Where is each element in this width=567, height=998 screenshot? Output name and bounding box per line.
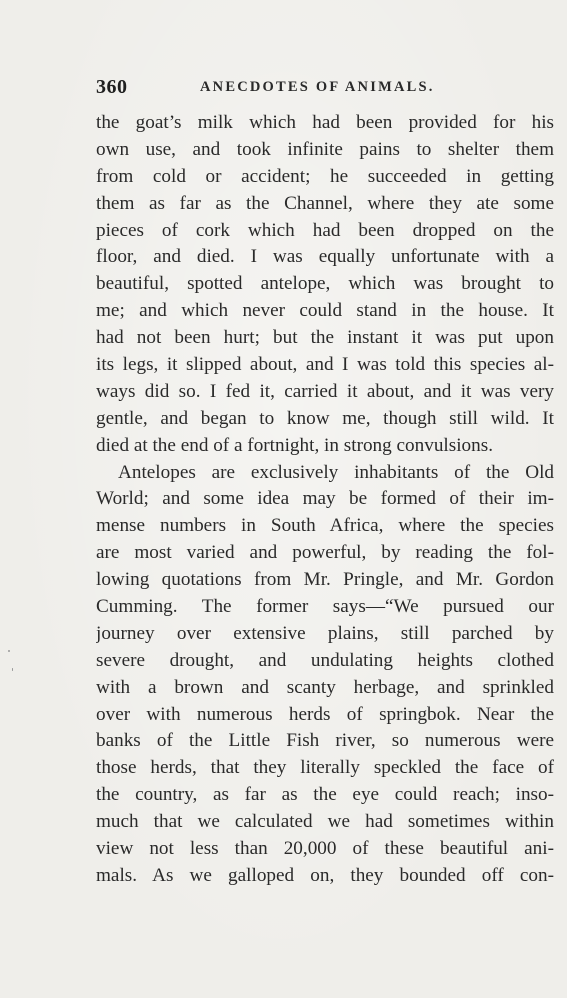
- text-line: floor, and died. I was equally unfortunate with a: [96, 246, 554, 268]
- text-line: Cumming. The former says—“We pursued our: [96, 596, 554, 618]
- text-line: those herds, that they literally speckled the face of: [96, 757, 554, 779]
- text-line: lowing quotations from Mr. Pringle, and Mr. Gordon: [96, 569, 554, 591]
- text-line: beautiful, spotted antelope, which was brought to: [96, 273, 554, 295]
- text-line: its legs, it slipped about, and I was told this species al-: [96, 354, 554, 376]
- text-line: from cold or accident; he succeeded in getting: [96, 165, 554, 187]
- text-line: World; and some idea may be formed of their im-: [96, 488, 554, 510]
- text-line: them as far as the Channel, where they ate some: [96, 192, 554, 214]
- text-line: the goat’s milk which had been provided for his: [96, 112, 554, 133]
- paragraph-end-line: died at the end of a fortnight, in strong convulsions.: [96, 434, 494, 456]
- text-line: over with numerous herds of springbok. Near the: [96, 703, 554, 725]
- text-line: banks of the Little Fish river, so numerous were: [96, 730, 554, 752]
- text-line: gentle, and began to know me, though still wild. It: [96, 407, 554, 429]
- text-line: own use, and took infinite pains to shelter them: [96, 138, 554, 160]
- text-line: the country, as far as the eye could reach; inso-: [96, 784, 554, 806]
- page-number: 360: [96, 76, 128, 98]
- text-line: much that we calculated we had sometimes within: [96, 811, 554, 833]
- text-line: severe drought, and undulating heights clothed: [96, 649, 554, 671]
- text-line: view not less than 20,000 of these beautiful ani-: [96, 838, 554, 860]
- paper-speck: [12, 668, 13, 671]
- text-line: mals. As we galloped on, they bounded off con-: [96, 864, 554, 886]
- body-text: [96, 110, 554, 890]
- running-head: [96, 76, 554, 100]
- text-line: ways did so. I fed it, carried it about, and it was very: [96, 380, 554, 402]
- text-line: mense numbers in South Africa, where the species: [96, 515, 554, 537]
- text-line: pieces of cork which had been dropped on the: [96, 219, 554, 241]
- text-line: had not been hurt; but the instant it was put upon: [96, 327, 554, 349]
- paragraph-start-line: Antelopes are exclusively inhabitants of the Old: [118, 461, 554, 483]
- text-line: with a brown and scanty herbage, and sprinkled: [96, 676, 554, 698]
- text-line: are most varied and powerful, by reading the fol-: [96, 542, 554, 564]
- running-title: ANECDOTES OF ANIMALS.: [200, 79, 435, 95]
- text-line: me; and which never could stand in the house. It: [96, 300, 554, 322]
- text-line: journey over extensive plains, still parched by: [96, 622, 554, 644]
- paper-speck: [8, 650, 10, 652]
